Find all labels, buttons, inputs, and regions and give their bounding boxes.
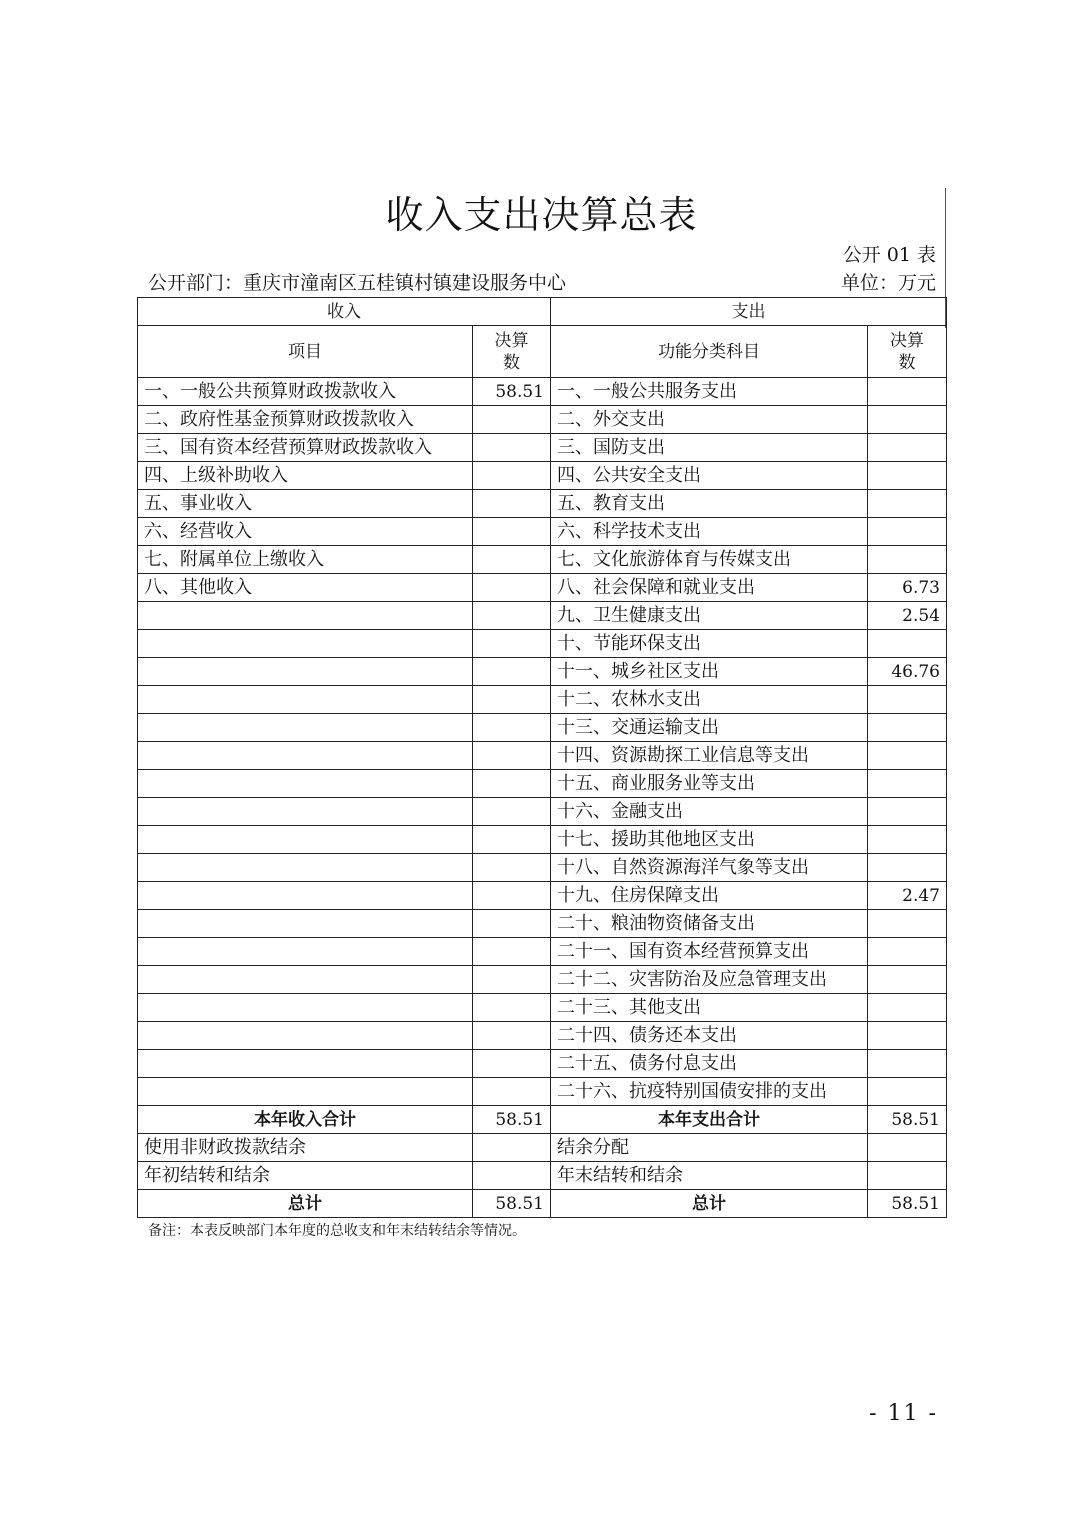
expense-item: 三、国防支出 <box>551 434 868 462</box>
income-item <box>138 1078 473 1106</box>
income-amount <box>473 882 551 910</box>
begin-carry-value <box>473 1162 551 1190</box>
table-row <box>138 1050 947 1078</box>
begin-carry-label: 年初结转和结余 <box>138 1162 473 1190</box>
expense-item: 十三、交通运输支出 <box>551 714 868 742</box>
income-amount <box>473 854 551 882</box>
table-row <box>138 434 947 462</box>
income-item <box>138 1022 473 1050</box>
expense-amount <box>868 938 947 966</box>
end-carry-value <box>868 1162 947 1190</box>
department-label: 公开部门：重庆市潼南区五桂镇村镇建设服务中心 <box>148 272 567 294</box>
page-number: - 11 - <box>869 1401 938 1426</box>
income-item <box>138 1050 473 1078</box>
income-item <box>138 714 473 742</box>
expense-amount <box>868 378 947 406</box>
income-item: 三、国有资本经营预算财政拨款收入 <box>138 434 473 462</box>
table-row <box>138 406 947 434</box>
expense-amount <box>868 406 947 434</box>
table-row <box>138 518 947 546</box>
expense-item: 十七、援助其他地区支出 <box>551 826 868 854</box>
income-item <box>138 742 473 770</box>
table-row <box>138 686 947 714</box>
expense-item: 七、文化旅游体育与传媒支出 <box>551 546 868 574</box>
expense-amount <box>868 910 947 938</box>
table-row <box>138 882 947 910</box>
expense-amount: 6.73 <box>868 574 947 602</box>
table-row <box>138 854 947 882</box>
income-item <box>138 882 473 910</box>
income-item: 二、政府性基金预算财政拨款收入 <box>138 406 473 434</box>
income-item: 四、上级补助收入 <box>138 462 473 490</box>
income-amount <box>473 658 551 686</box>
expense-amount <box>868 826 947 854</box>
expense-item: 五、教育支出 <box>551 490 868 518</box>
income-amount <box>473 1022 551 1050</box>
expense-amount <box>868 518 947 546</box>
expense-item: 二十四、债务还本支出 <box>551 1022 868 1050</box>
income-amount <box>473 994 551 1022</box>
income-amount <box>473 1078 551 1106</box>
income-amount <box>473 966 551 994</box>
expense-amount <box>868 854 947 882</box>
income-item: 一、一般公共预算财政拨款收入 <box>138 378 473 406</box>
income-header: 收入 <box>138 298 551 326</box>
expense-item: 十四、资源勘探工业信息等支出 <box>551 742 868 770</box>
expense-item: 四、公共安全支出 <box>551 462 868 490</box>
expense-item: 九、卫生健康支出 <box>551 602 868 630</box>
expense-amount <box>868 798 947 826</box>
carry-row-1 <box>138 1134 947 1162</box>
income-item <box>138 854 473 882</box>
income-amount <box>473 574 551 602</box>
table-row <box>138 994 947 1022</box>
income-item <box>138 686 473 714</box>
table-row <box>138 1078 947 1106</box>
table-row <box>138 938 947 966</box>
item-header: 项目 <box>138 326 473 378</box>
expense-amount <box>868 630 947 658</box>
income-amount <box>473 462 551 490</box>
table-row <box>138 490 947 518</box>
expense-item: 二十五、债务付息支出 <box>551 1050 868 1078</box>
table-row <box>138 602 947 630</box>
total-row <box>138 1106 947 1134</box>
income-item: 五、事业收入 <box>138 490 473 518</box>
income-amount <box>473 434 551 462</box>
table-row <box>138 966 947 994</box>
expense-total-value: 58.51 <box>868 1106 947 1134</box>
footnote: 备注：本表反映部门本年度的总收支和年末结转结余等情况。 <box>148 1223 526 1239</box>
expense-total-label: 本年支出合计 <box>551 1106 868 1134</box>
expense-item: 一、一般公共服务支出 <box>551 378 868 406</box>
income-amount <box>473 798 551 826</box>
income-item <box>138 966 473 994</box>
expense-item: 二十二、灾害防治及应急管理支出 <box>551 966 868 994</box>
income-item <box>138 658 473 686</box>
expense-item: 二十、粮油物资储备支出 <box>551 910 868 938</box>
table-row <box>138 630 947 658</box>
expense-amount: 2.54 <box>868 602 947 630</box>
table-row <box>138 546 947 574</box>
expense-amount: 2.47 <box>868 882 947 910</box>
expense-amount <box>868 434 947 462</box>
surplus-dist-label: 结余分配 <box>551 1134 868 1162</box>
expense-item: 十二、农林水支出 <box>551 686 868 714</box>
income-amount <box>473 938 551 966</box>
income-amount <box>473 826 551 854</box>
expense-item: 十一、城乡社区支出 <box>551 658 868 686</box>
unit-label: 单位：万元 <box>840 272 936 294</box>
income-amount <box>473 630 551 658</box>
non-fiscal-label: 使用非财政拨款结余 <box>138 1134 473 1162</box>
income-item <box>138 770 473 798</box>
table-row <box>138 714 947 742</box>
table-row <box>138 798 947 826</box>
expense-item: 十、节能环保支出 <box>551 630 868 658</box>
expense-item: 十六、金融支出 <box>551 798 868 826</box>
income-amount <box>473 1050 551 1078</box>
income-amount <box>473 770 551 798</box>
expense-header: 支出 <box>551 298 947 326</box>
income-item: 七、附属单位上缴收入 <box>138 546 473 574</box>
grand-income-value: 58.51 <box>473 1190 551 1218</box>
income-item <box>138 798 473 826</box>
expense-item: 十九、住房保障支出 <box>551 882 868 910</box>
income-item <box>138 630 473 658</box>
table-row <box>138 742 947 770</box>
expense-amount <box>868 1078 947 1106</box>
income-item <box>138 994 473 1022</box>
income-item <box>138 910 473 938</box>
income-item <box>138 938 473 966</box>
income-amount <box>473 742 551 770</box>
surplus-dist-value <box>868 1134 947 1162</box>
expense-amount <box>868 686 947 714</box>
header-row-2 <box>138 326 947 378</box>
table-row <box>138 826 947 854</box>
income-total-label: 本年收入合计 <box>138 1106 473 1134</box>
expense-item: 十八、自然资源海洋气象等支出 <box>551 854 868 882</box>
expense-item: 二十三、其他支出 <box>551 994 868 1022</box>
expense-item: 八、社会保障和就业支出 <box>551 574 868 602</box>
expense-amount <box>868 1022 947 1050</box>
header-row-1 <box>138 298 947 326</box>
table-number: 公开 01 表 <box>842 244 936 266</box>
page-title: 收入支出决算总表 <box>385 193 698 237</box>
table-row <box>138 574 947 602</box>
expense-amount <box>868 714 947 742</box>
expense-item: 二、外交支出 <box>551 406 868 434</box>
grand-expense-value: 58.51 <box>868 1190 947 1218</box>
income-item <box>138 826 473 854</box>
income-item <box>138 602 473 630</box>
expense-amount: 46.76 <box>868 658 947 686</box>
budget-table <box>137 297 947 1218</box>
expense-amount <box>868 742 947 770</box>
carry-row-2 <box>138 1162 947 1190</box>
income-amount <box>473 686 551 714</box>
non-fiscal-value <box>473 1134 551 1162</box>
func-subject-header: 功能分类科目 <box>551 326 868 378</box>
income-item: 六、经营收入 <box>138 518 473 546</box>
expense-amount <box>868 770 947 798</box>
grand-expense-label: 总计 <box>551 1190 868 1218</box>
table-row <box>138 658 947 686</box>
expense-item: 二十一、国有资本经营预算支出 <box>551 938 868 966</box>
expense-amount <box>868 966 947 994</box>
income-amount-header: 决算数 <box>473 326 551 378</box>
income-total-value: 58.51 <box>473 1106 551 1134</box>
expense-amount <box>868 490 947 518</box>
table-row <box>138 462 947 490</box>
table-row <box>138 378 947 406</box>
income-amount <box>473 490 551 518</box>
table-row <box>138 770 947 798</box>
end-carry-label: 年末结转和结余 <box>551 1162 868 1190</box>
expense-item: 六、科学技术支出 <box>551 518 868 546</box>
income-amount <box>473 406 551 434</box>
grand-total-row <box>138 1190 947 1218</box>
income-amount <box>473 602 551 630</box>
expense-item: 十五、商业服务业等支出 <box>551 770 868 798</box>
expense-amount <box>868 1050 947 1078</box>
income-amount <box>473 714 551 742</box>
income-amount <box>473 910 551 938</box>
expense-item: 二十六、抗疫特别国债安排的支出 <box>551 1078 868 1106</box>
income-amount <box>473 518 551 546</box>
income-item: 八、其他收入 <box>138 574 473 602</box>
table-row <box>138 1022 947 1050</box>
income-amount: 58.51 <box>473 378 551 406</box>
table-row <box>138 910 947 938</box>
expense-amount <box>868 546 947 574</box>
income-amount <box>473 546 551 574</box>
expense-amount <box>868 462 947 490</box>
expense-amount <box>868 994 947 1022</box>
grand-income-label: 总计 <box>138 1190 473 1218</box>
expense-amount-header: 决算数 <box>868 326 947 378</box>
